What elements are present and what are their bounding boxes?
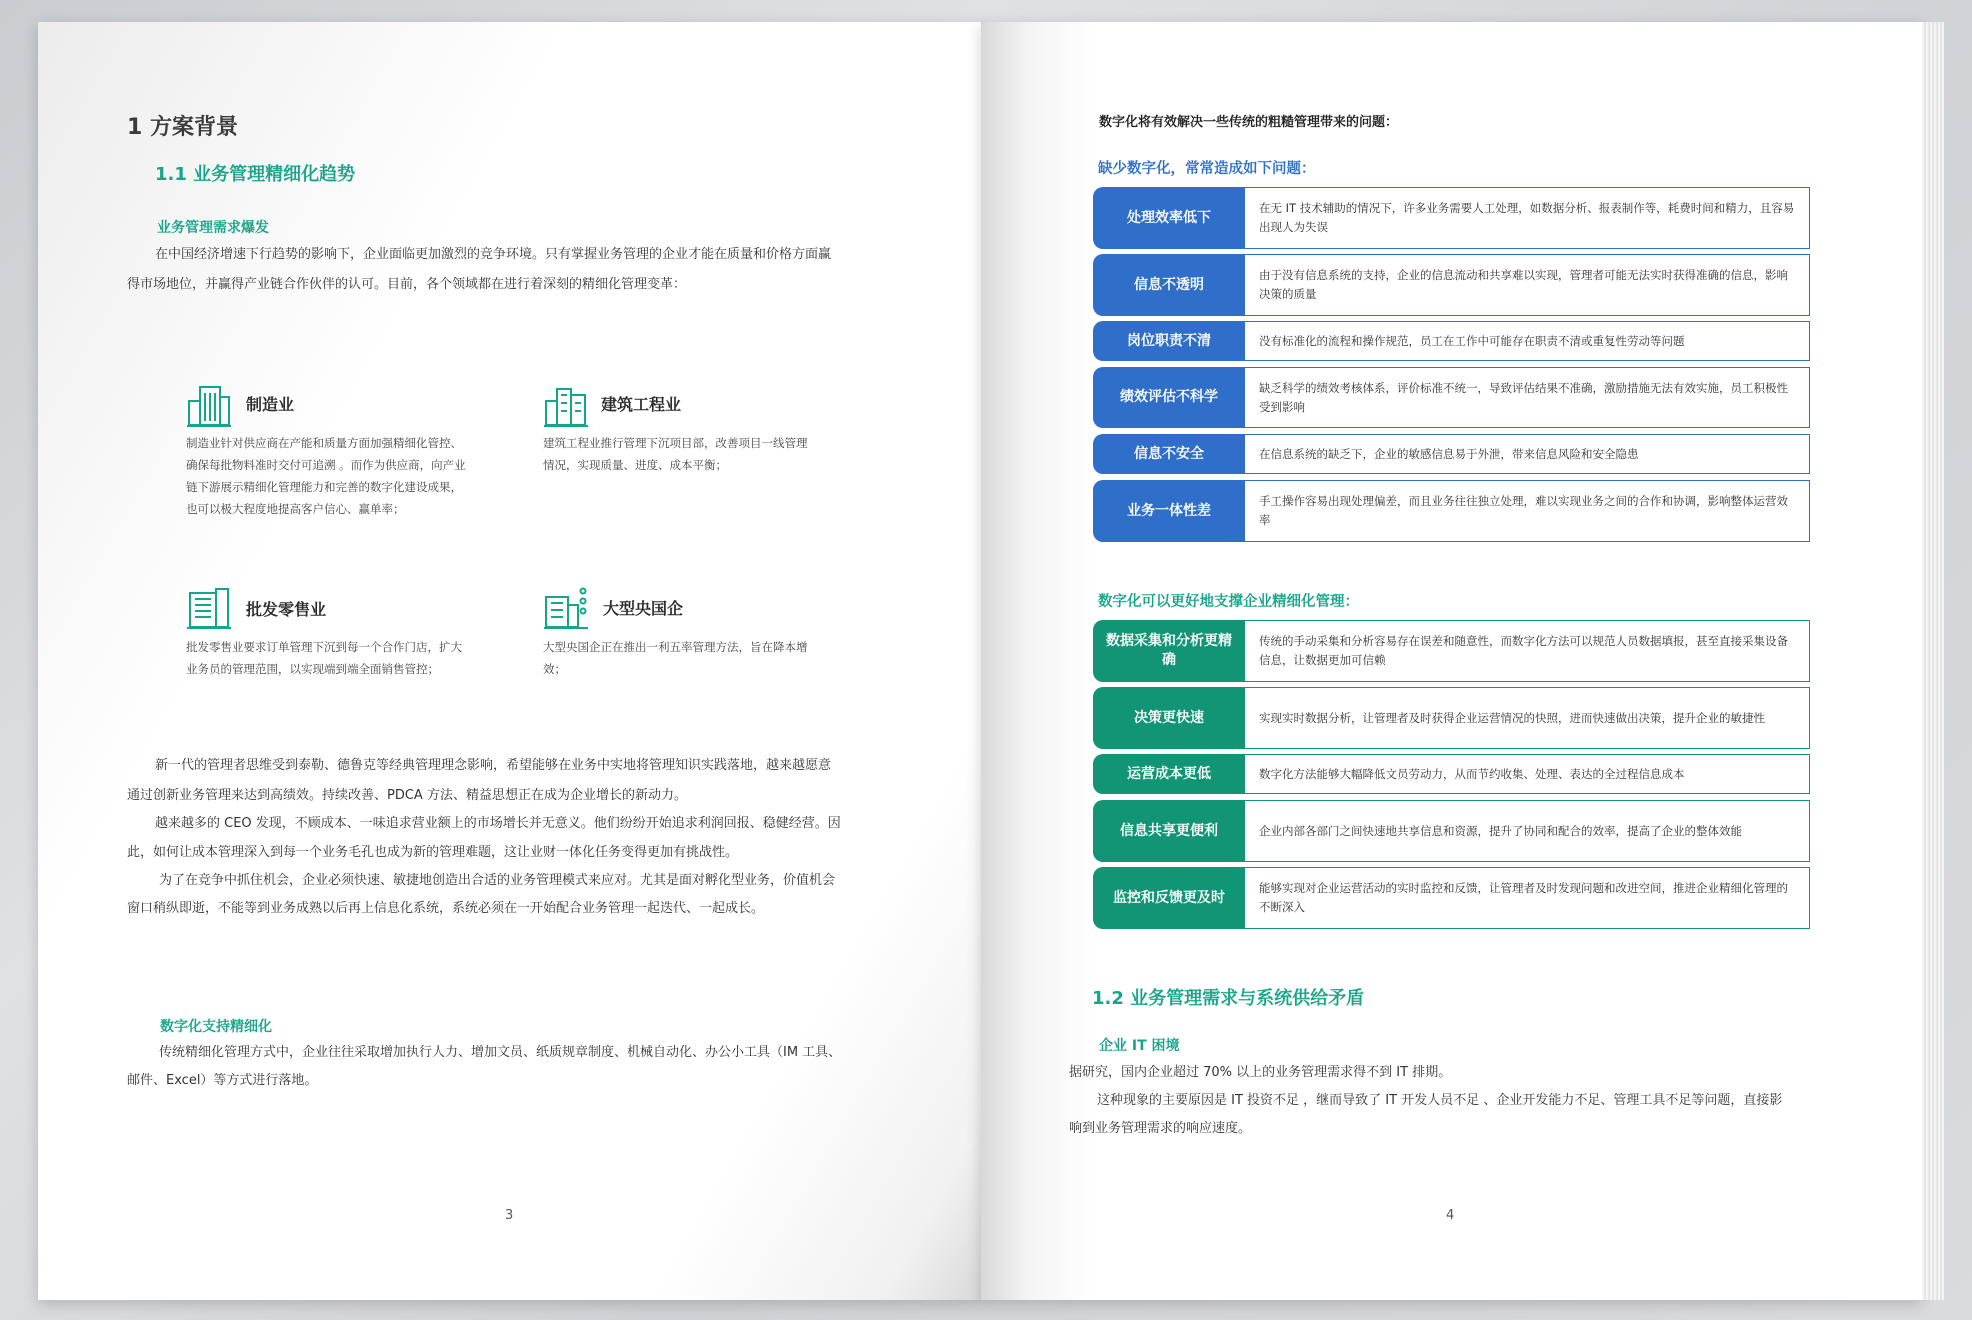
paragraph-line: 传统精细化管理方式中，企业往往采取增加执行人力、增加文员、纸质规章制度、机械自动化、办公小工具（IM 工具、 <box>159 1045 842 1060</box>
problem-label: 信息不透明 <box>1093 254 1245 316</box>
paragraph-line: 在中国经济增速下行趋势的影响下，企业面临更加激烈的竞争环境。只有掌握业务管理的企业才能在质量和价格方面赢 <box>155 247 832 262</box>
benefits-title: 数字化可以更好地支撑企业精细化管理： <box>1098 594 1359 610</box>
benefit-desc: 实现实时数据分析，让管理者及时获得企业运营情况的快照，进而快速做出决策，提升企业的敏捷性 <box>1245 687 1810 749</box>
store-building-icon <box>186 585 232 631</box>
industry-desc-line: 情况，实现质量、进度、成本平衡； <box>543 458 727 472</box>
industry-title: 大型央国企 <box>603 599 684 618</box>
heading-1-2: 1.2 业务管理需求与系统供给矛盾 <box>1092 988 1365 1009</box>
left-page <box>38 22 981 1300</box>
page-stack-edge <box>1922 22 1944 1300</box>
industry-desc-line: 制造业针对供应商在产能和质量方面加强精细化管控、 <box>186 436 462 450</box>
star-building-icon <box>543 585 589 631</box>
industry-desc-line: 大型央国企正在推出一利五率管理方法，旨在降本增 <box>543 640 808 654</box>
benefit-row <box>1093 754 1810 794</box>
heading-1-1: 1.1 业务管理精细化趋势 <box>155 164 356 185</box>
problem-desc: 没有标准化的流程和操作规范，员工在工作中可能存在职责不清或重复性劳动等问题 <box>1245 321 1810 361</box>
intro-text: 数字化将有效解决一些传统的粗糙管理带来的问题： <box>1099 115 1399 130</box>
benefit-label: 监控和反馈更及时 <box>1093 867 1245 929</box>
benefit-row <box>1093 620 1810 682</box>
problem-row <box>1093 254 1810 316</box>
paragraph-line: 窗口稍纵即逝，不能等到业务成熟以后再上信息化系统，系统必须在一开始配合业务管理一起迭代、一起成长。 <box>127 901 765 916</box>
page-number: 4 <box>1446 1208 1455 1223</box>
section-title-it: 企业 IT 困境 <box>1099 1038 1180 1054</box>
problem-row <box>1093 321 1810 361</box>
benefit-desc: 企业内部各部门之间快速地共享信息和资源，提升了协同和配合的效率，提高了企业的整体效能 <box>1245 800 1810 862</box>
paragraph-line: 得市场地位，并赢得产业链合作伙伴的认可。目前，各个领域都在进行着深刻的精细化管理变革： <box>127 277 687 292</box>
benefit-label: 运营成本更低 <box>1093 754 1245 794</box>
page-number: 3 <box>505 1208 514 1223</box>
problem-label: 岗位职责不清 <box>1093 321 1245 361</box>
paragraph-line: 据研究，国内企业超过 70% 以上的业务管理需求得不到 IT 排期。 <box>1069 1065 1452 1080</box>
industry-title: 建筑工程业 <box>601 395 682 414</box>
benefit-desc: 能够实现对企业运营活动的实时监控和反馈，让管理者及时发现问题和改进空间，推进企业精细化管理的不断深入 <box>1245 867 1810 929</box>
paragraph-line: 响到业务管理需求的响应速度。 <box>1069 1121 1252 1136</box>
problem-row <box>1093 434 1810 474</box>
paragraph-line: 此，如何让成本管理深入到每一个业务毛孔也成为新的管理难题，这让业财一体化任务变得更加有挑战性。 <box>127 845 739 860</box>
benefit-label: 信息共享更便利 <box>1093 800 1245 862</box>
section-title-digital: 数字化支持精细化 <box>160 1019 272 1035</box>
problem-desc: 手工操作容易出现处理偏差，而且业务往往独立处理，难以实现业务之间的合作和协调，影响整体运营效率 <box>1245 480 1810 542</box>
paragraph-line: 这种现象的主要原因是 IT 投资不足 ，继而导致了 IT 开发人员不足 、企业开发能力不足、管理工具不足等问题，直接影 <box>1097 1093 1783 1108</box>
problem-label: 绩效评估不科学 <box>1093 367 1245 428</box>
benefit-row <box>1093 800 1810 862</box>
problems-title: 缺少数字化，常常造成如下问题： <box>1098 161 1316 177</box>
industry-desc-line: 批发零售业要求订单管理下沉到每一个合作门店，扩大 <box>186 640 462 654</box>
paragraph-line: 为了在竞争中抓住机会，企业必须快速、敏捷地创造出合适的业务管理模式来应对。尤其是面对孵化型业务，价值机会 <box>159 873 836 888</box>
heading-1: 1 方案背景 <box>127 115 238 140</box>
city-buildings-icon <box>543 383 589 429</box>
benefit-label: 数据采集和分析更精确 <box>1093 620 1245 682</box>
benefit-label: 决策更快速 <box>1093 687 1245 749</box>
industry-title: 批发零售业 <box>246 600 327 619</box>
industry-desc-line: 也可以极大程度地提高客户信心、赢单率； <box>186 502 405 516</box>
problem-label: 处理效率低下 <box>1093 187 1245 249</box>
problem-row <box>1093 480 1810 542</box>
problem-label: 业务一体性差 <box>1093 480 1245 542</box>
industry-title: 制造业 <box>246 395 295 414</box>
problem-row <box>1093 187 1810 249</box>
benefit-row <box>1093 687 1810 749</box>
benefit-desc: 传统的手动采集和分析容易存在误差和随意性，而数字化方法可以规范人员数据填报，甚至直接采集设备信息，让数据更加可信赖 <box>1245 620 1810 682</box>
benefit-desc: 数字化方法能够大幅降低文员劳动力，从而节约收集、处理、表达的全过程信息成本 <box>1245 754 1810 794</box>
section-title-demand: 业务管理需求爆发 <box>157 220 269 236</box>
paragraph-line: 越来越多的 CEO 发现，不顾成本、一味追求营业额上的市场增长并无意义。他们纷纷开始追求利润回报、稳健经营。因 <box>155 816 841 831</box>
problem-desc: 在无 IT 技术辅助的情况下，许多业务需要人工处理，如数据分析、报表制作等，耗费时间和精力，且容易出现人为失误 <box>1245 187 1810 249</box>
industry-desc-line: 链下游展示精细化管理能力和完善的数字化建设成果， <box>186 480 462 494</box>
industry-desc-line: 效； <box>543 662 566 676</box>
problem-desc: 在信息系统的缺乏下，企业的敏感信息易于外泄，带来信息风险和安全隐患 <box>1245 434 1810 474</box>
problem-row <box>1093 367 1810 428</box>
paragraph-line: 邮件、Excel）等方式进行落地。 <box>127 1073 318 1088</box>
paragraph-line: 新一代的管理者思维受到泰勒、德鲁克等经典管理理念影响，希望能够在业务中实地将管理知识实践落地，越来越愿意 <box>155 758 832 773</box>
benefit-row <box>1093 867 1810 929</box>
problem-desc: 由于没有信息系统的支持，企业的信息流动和共享难以实现，管理者可能无法实时获得准确的信息，影响决策的质量 <box>1245 254 1810 316</box>
industry-desc-line: 业务员的管理范围，以实现端到端全面销售管控； <box>186 662 439 676</box>
problem-desc: 缺乏科学的绩效考核体系，评价标准不统一，导致评估结果不准确，激励措施无法有效实施，员工积极性受到影响 <box>1245 367 1810 428</box>
problem-label: 信息不安全 <box>1093 434 1245 474</box>
factory-building-icon <box>186 383 232 429</box>
paragraph-line: 通过创新业务管理来达到高绩效。持续改善、PDCA 方法、精益思想正在成为企业增长的新动力。 <box>127 788 687 803</box>
industry-desc-line: 确保每批物料准时交付可追溯 。而作为供应商，向产业 <box>186 458 466 472</box>
industry-desc-line: 建筑工程业推行管理下沉项目部，改善项目一线管理 <box>543 436 808 450</box>
